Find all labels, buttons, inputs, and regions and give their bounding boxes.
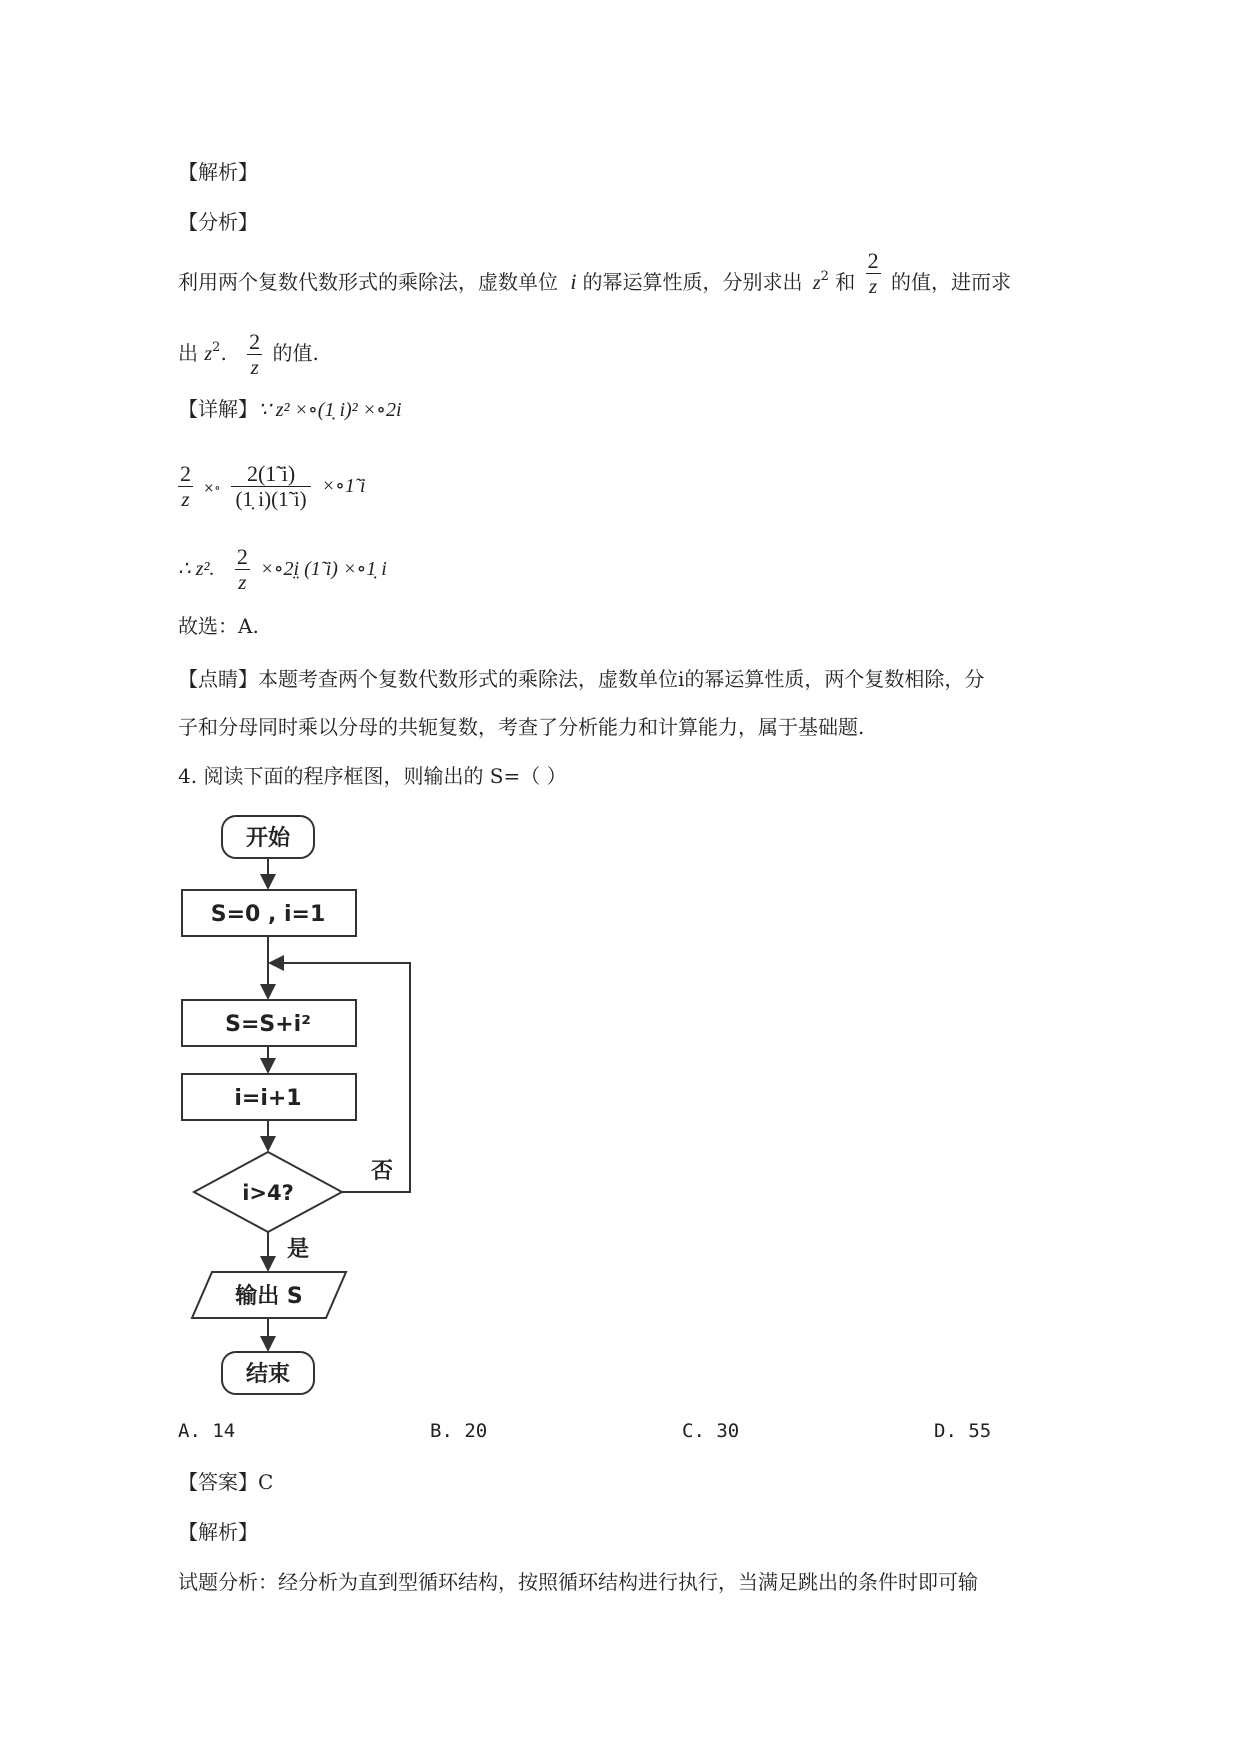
frac-num: 2 (249, 329, 261, 354)
frac-num: 2(1̃ i) (231, 462, 311, 487)
z-symbol: z (204, 343, 213, 365)
frac-num: 2 (180, 461, 191, 486)
analysis-label: 【解析】 (178, 160, 258, 184)
equation-1: ∵ z² ×∘(1̣ i)² ×∘2i (258, 399, 402, 421)
dianjing-line-1: 【点睛】本题考查两个复数代数形式的乘除法，虚数单位i的幂运算性质，两个复数相除，分 (178, 667, 985, 691)
therefore-z2: ∴ z². (178, 558, 215, 580)
detail-line-2 (178, 462, 365, 511)
fraction-2-over-z (235, 545, 250, 594)
fenxi-label: 【分析】 (178, 210, 258, 234)
start-label: 开始 (245, 826, 291, 851)
output-label: 输出 S (235, 1284, 303, 1309)
frac-den: z (181, 487, 190, 511)
z-symbol: z (812, 272, 821, 294)
detail-line-1 (178, 395, 402, 424)
flowchart (178, 800, 438, 1410)
choice-d[interactable]: D. 55 (934, 1420, 992, 1442)
frac-num: 2 (236, 544, 248, 569)
exponent: 2 (212, 340, 221, 355)
fenxi-text: 的值，进而求 (891, 270, 1011, 294)
fenxi-text: 和 (835, 270, 856, 294)
choice-b[interactable]: B. 20 (430, 1420, 488, 1442)
fenxi-line-1 (178, 248, 1011, 298)
frac-num: 2 (867, 248, 879, 273)
fraction-2-over-z (247, 330, 262, 379)
question-stem: 4. 阅读下面的程序框图，则输出的 S=（ ） (178, 764, 567, 788)
fenxi-text: 出 (178, 341, 198, 365)
analysis-label-2: 【解析】 (178, 1520, 258, 1544)
fenxi-text: 利用两个复数代数形式的乘除法，虚数单位 (178, 270, 558, 294)
frac-den: z (250, 355, 259, 379)
fraction-2-over-z (866, 249, 881, 298)
detail-label: 【详解】 (178, 397, 258, 421)
choose-line: 故选：A. (178, 614, 259, 638)
frac-den: z (238, 570, 247, 594)
fraction-2-over-z (178, 462, 193, 511)
frac-den: z (869, 274, 878, 298)
dianjing-line-2: 子和分母同时乘以分母的共轭复数，考查了分析能力和计算能力，属于基础题. (178, 715, 865, 739)
exponent: 2 (820, 269, 829, 284)
condition-label: i>4? (242, 1181, 294, 1205)
dot: . (220, 341, 227, 365)
step1-label: S=S+i² (225, 1012, 311, 1037)
equation-3-rhs: ×∘2i̤ (1̃ i) ×∘1̣ i (260, 558, 387, 580)
fenxi-text: 的值. (272, 341, 319, 365)
equation-2-rhs: ×∘1̃ i (321, 475, 366, 497)
answer-line: 【答案】C (178, 1470, 274, 1494)
detail-line-3 (178, 545, 387, 594)
analysis-text: 试题分析：经分析为直到型循环结构，按照循环结构进行执行，当满足跳出的条件时即可输 (178, 1570, 978, 1594)
imag-unit: i (570, 269, 577, 294)
fraction-main (231, 462, 311, 511)
equals-glyph: ×∘ (203, 481, 221, 496)
yes-label: 是 (286, 1237, 310, 1262)
init-label: S=0 , i=1 (210, 902, 326, 927)
fenxi-line-2 (178, 330, 319, 379)
choice-a[interactable]: A. 14 (178, 1420, 236, 1442)
fenxi-text: 的幂运算性质，分别求出 (582, 270, 803, 294)
choice-c[interactable]: C. 30 (682, 1420, 740, 1442)
frac-den: (1̣ i)(1̃ i) (235, 487, 307, 511)
step2-label: i=i+1 (234, 1086, 302, 1111)
end-label: 结束 (245, 1362, 291, 1387)
no-label: 否 (370, 1159, 394, 1184)
